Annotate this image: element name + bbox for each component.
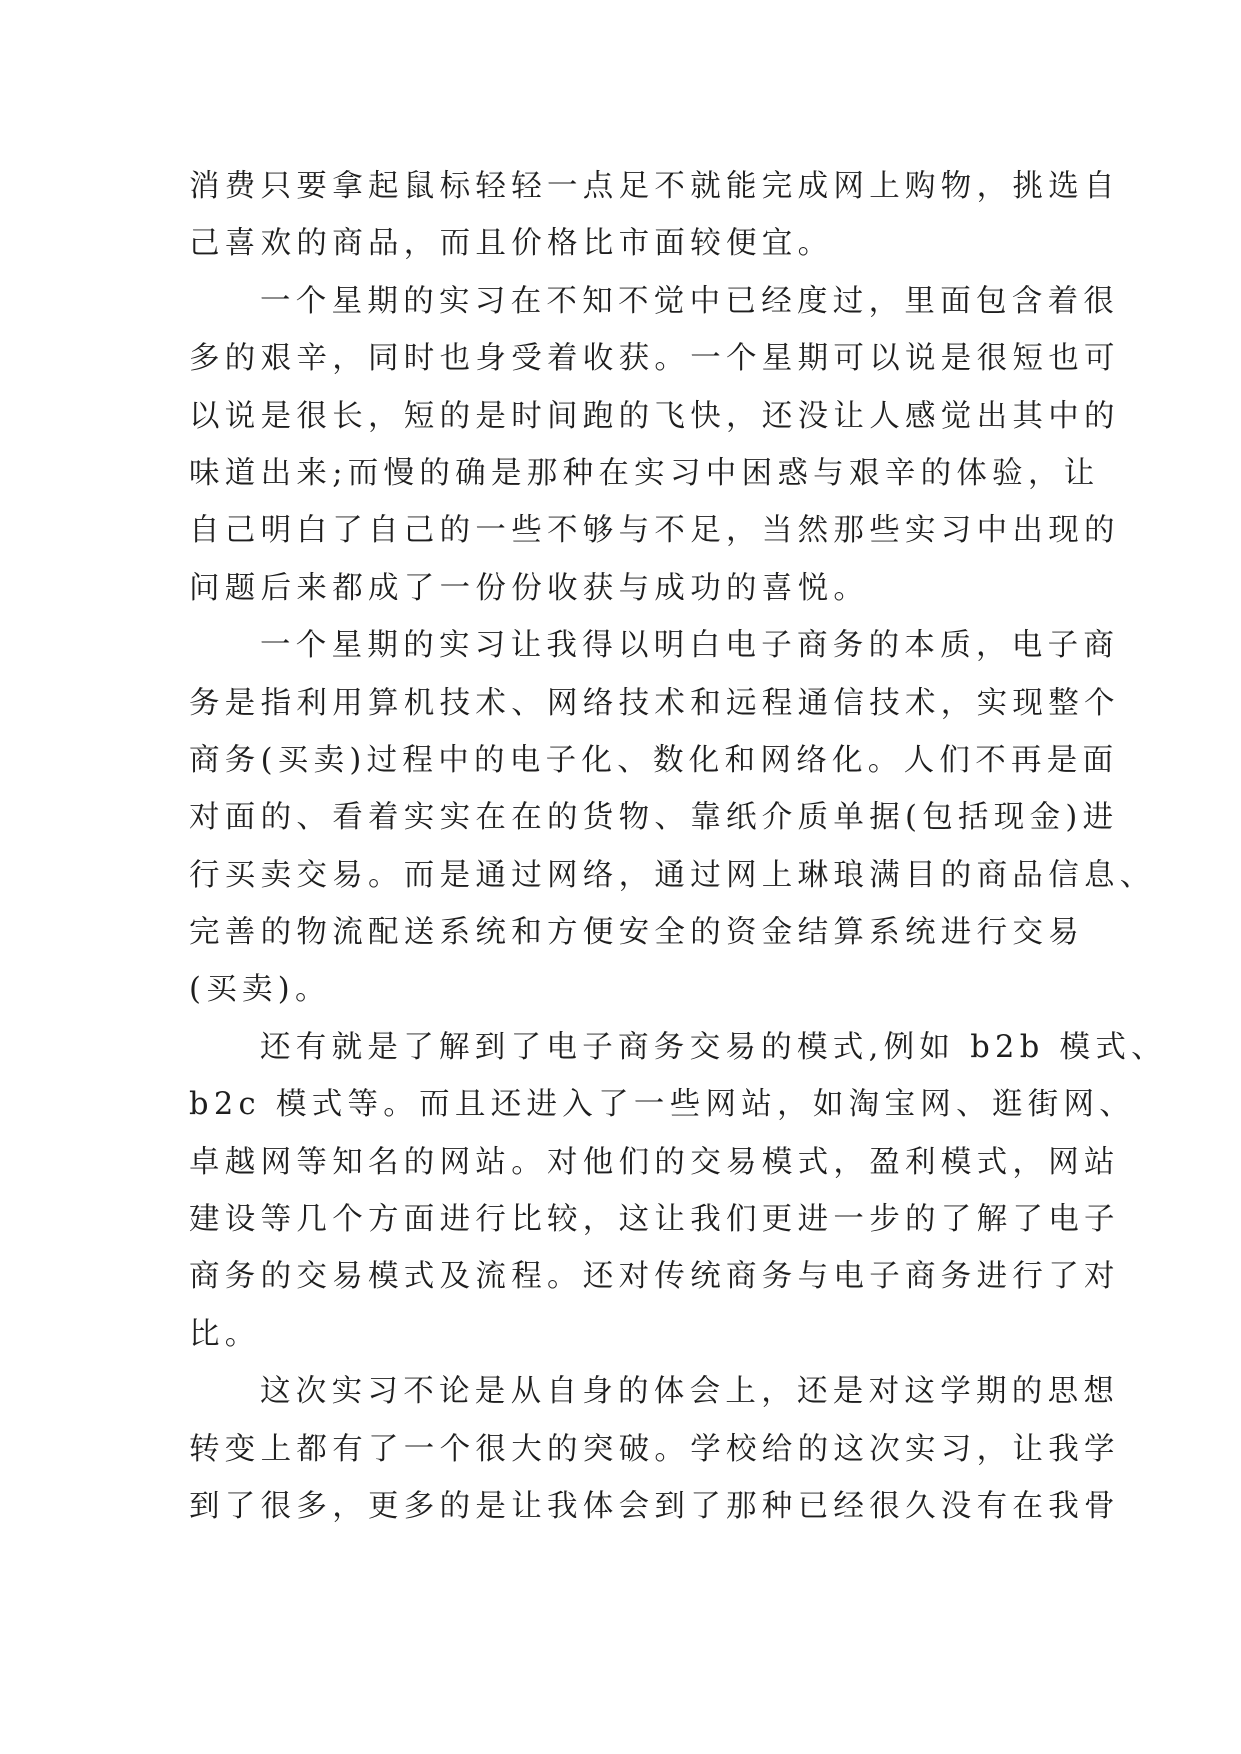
- text-line: 行买卖交易。而是通过网络，通过网上琳琅满目的商品信息、: [189, 857, 1156, 893]
- text-line: 以说是很长，短的是时间跑的飞快，还没让人感觉出其中的: [189, 398, 1120, 434]
- text-line: 商务的交易模式及流程。还对传统商务与电子商务进行了对: [189, 1259, 1120, 1295]
- text-line: 味道出来;而慢的确是那种在实习中困惑与艰辛的体验，让: [189, 455, 1100, 491]
- text-line: (买卖)。: [189, 972, 331, 1008]
- text-line: 比。: [189, 1316, 261, 1352]
- text-line: 多的艰辛，同时也身受着收获。一个星期可以说是很短也可: [189, 341, 1120, 377]
- text-line: 对面的、看着实实在在的货物、靠纸介质单据(包括现金)进: [189, 800, 1119, 836]
- text-line: 问题后来都成了一份份收获与成功的喜悦。: [189, 570, 870, 606]
- text-line: 商务(买卖)过程中的电子化、数化和网络化。人们不再是面: [189, 742, 1119, 778]
- text-line: 务是指利用算机技术、网络技术和远程通信技术，实现整个: [189, 685, 1120, 721]
- text-line: 自己明白了自己的一些不够与不足，当然那些实习中出现的: [189, 513, 1120, 549]
- body-text: [189, 158, 1167, 1535]
- text-line: 到了很多，更多的是让我体会到了那种已经很久没有在我骨: [189, 1488, 1120, 1524]
- paragraph-start-line: 一个星期的实习在不知不觉中已经度过，里面包含着很: [260, 283, 1120, 319]
- text-line: 建设等几个方面进行比较，这让我们更进一步的了解了电子: [189, 1202, 1120, 1238]
- text-line: 己喜欢的商品，而且价格比市面较便宜。: [189, 226, 834, 262]
- text-line: 完善的物流配送系统和方便安全的资金结算系统进行交易: [189, 915, 1084, 951]
- paragraph-start-line: 还有就是了解到了电子商务交易的模式,例如 b2b 模式、: [260, 1029, 1167, 1065]
- text-line: 消费只要拿起鼠标轻轻一点足不就能完成网上购物，挑选自: [189, 169, 1120, 204]
- text-line: b2c 模式等。而且还进入了一些网站，如淘宝网、逛街网、: [189, 1087, 1136, 1123]
- paragraph-start-line: 这次实习不论是从自身的体会上，还是对这学期的思想: [260, 1374, 1120, 1410]
- paragraph-start-line: 一个星期的实习让我得以明白电子商务的本质，电子商: [260, 628, 1120, 664]
- text-line: 转变上都有了一个很大的突破。学校给的这次实习，让我学: [189, 1431, 1120, 1467]
- text-line: 卓越网等知名的网站。对他们的交易模式，盈利模式，网站: [189, 1144, 1120, 1180]
